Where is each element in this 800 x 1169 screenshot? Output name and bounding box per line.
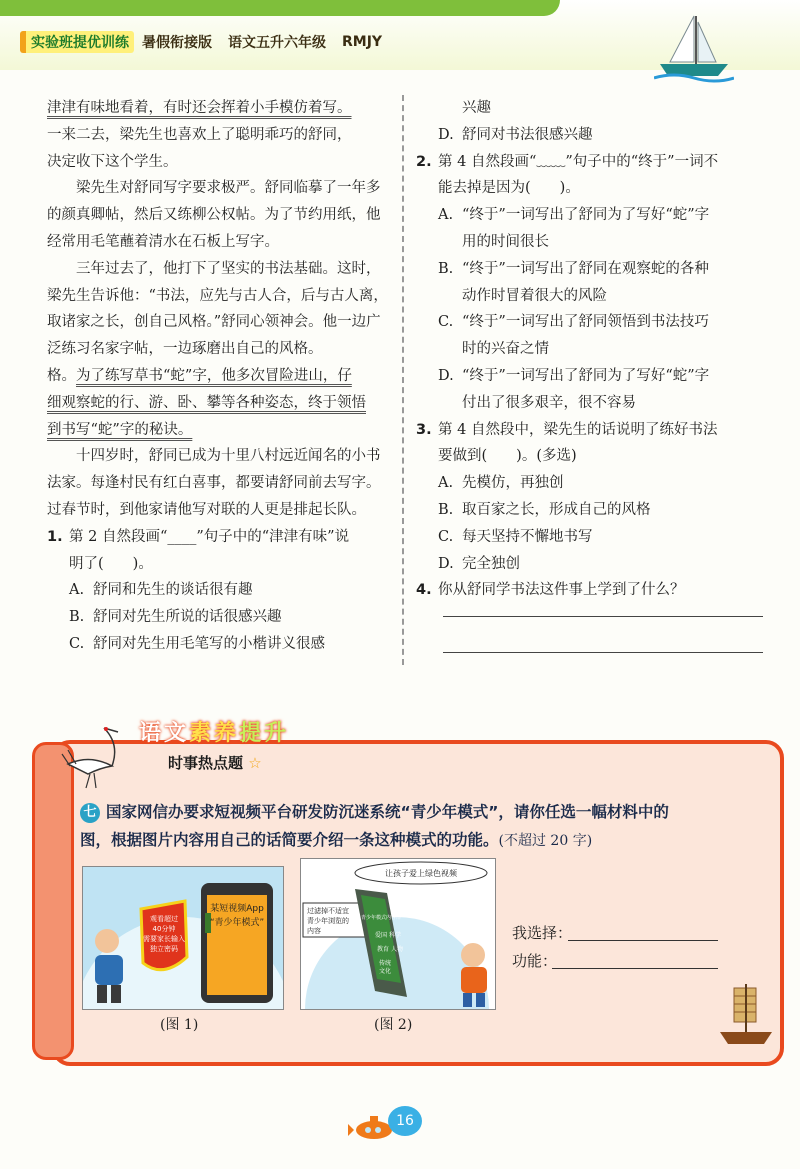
- question-stem: 要做到( )。(多选): [438, 448, 577, 465]
- option-label: D.: [438, 555, 454, 572]
- figure-2: [300, 858, 496, 1010]
- phone-title: 某短视频App: [210, 904, 264, 914]
- sailboat-icon: [654, 14, 734, 84]
- question-stem: 第 4 自然段中，梁先生的话说明了练好书法: [438, 421, 718, 438]
- option-text: “终于”一词写出了舒同在观察蛇的各种: [462, 260, 709, 277]
- crane-icon: [60, 724, 140, 790]
- option-label: A.: [69, 582, 85, 599]
- option-b[interactable]: [416, 256, 766, 283]
- option-d[interactable]: [416, 551, 766, 578]
- shield-text: 观看超过: [150, 915, 178, 923]
- option-label: D.: [438, 367, 454, 384]
- option-text: 舒同对先生所说的话很感兴趣: [93, 609, 282, 626]
- option-b[interactable]: [416, 497, 766, 524]
- screen-title: 青少年模式内容库: [360, 915, 402, 921]
- underlined-sentence: 到书写“蛇”字的秘诀。: [47, 421, 193, 438]
- option-b[interactable]: [47, 604, 392, 631]
- option-a[interactable]: [416, 202, 766, 229]
- star-icon: ☆: [248, 754, 262, 772]
- option-text: 舒同和先生的谈话很有趣: [93, 582, 253, 599]
- option-c[interactable]: [416, 309, 766, 336]
- option-label: A.: [438, 207, 454, 224]
- question-2: [416, 149, 766, 176]
- section-title: [138, 716, 288, 747]
- question-stem: 你从舒同学书法这件事上学到了什么？: [438, 582, 685, 599]
- passage-line: [47, 363, 392, 390]
- submarine-icon: [348, 1110, 394, 1142]
- subject: 语文五升六年级: [228, 35, 326, 51]
- option-d[interactable]: [416, 122, 766, 149]
- option-text: 兴趣: [462, 100, 491, 116]
- title-char: 升: [264, 721, 288, 746]
- option-label: A.: [438, 475, 454, 492]
- screen-item: 传统: [379, 960, 392, 967]
- underlined-sentence: 为了练写草书“蛇”字，他多次冒险进山，仔: [76, 367, 352, 384]
- option-text: 时的兴奋之情: [462, 341, 549, 358]
- passage-line: 津津有味地看着，有时还会挥着小手模仿着写。: [47, 100, 352, 116]
- task-line: 国家网信办要求短视频平台研发防沉迷系统“青少年模式”，请你任选一幅材料中的: [106, 803, 669, 821]
- filter-label: 过滤掉不适宜: [307, 907, 349, 915]
- option-text: 动作时冒着很大的风险: [462, 287, 607, 304]
- question-stem: 第 2 自然段画“____”句子中的“津津有味”说: [69, 528, 350, 545]
- questions-column: [416, 95, 766, 604]
- title-char: 文: [164, 721, 188, 746]
- screen-item: 教育: [377, 946, 390, 953]
- question-1: [47, 524, 392, 551]
- figure-1-illustration: [83, 867, 283, 1009]
- screen-item: 爱国: [375, 932, 388, 939]
- answer-select-line[interactable]: [568, 940, 718, 941]
- option-text: “终于”一词写出了舒同为了写好“蛇”字: [462, 207, 710, 224]
- option-label: B.: [69, 609, 85, 626]
- underlined-sentence: 细观察蛇的行、游、卧、攀等各种姿态，终于领悟: [47, 394, 366, 411]
- question-3: [416, 417, 766, 444]
- subtitle-text: 时事热点题: [168, 754, 244, 772]
- title-char: 养: [214, 721, 238, 746]
- answer-function-line[interactable]: [552, 968, 718, 969]
- screen-item: 科学: [389, 932, 402, 939]
- task-line: 图，根据图片内容用自己的话简要介绍一条这种模式的功能。: [80, 831, 499, 849]
- task-prompt: [80, 798, 760, 855]
- passage-paragraph: 十四岁时，舒同已成为十里八村远近闻名的小书法家。每逢村民有红白喜事，都要请舒同前去写字。过春节时，到他家请他写对联的人更是排起长队。: [47, 448, 381, 518]
- speech-bubble: 让孩子爱上绿色视频: [385, 869, 457, 878]
- answer-function-label: 功能：: [512, 952, 558, 970]
- option-c[interactable]: [416, 524, 766, 551]
- edition: 暑假衔接版: [142, 35, 212, 51]
- option-label: C.: [69, 635, 85, 652]
- version: RMJY: [342, 34, 383, 50]
- option-c[interactable]: [47, 631, 392, 658]
- option-label: B.: [438, 501, 454, 518]
- passage-paragraph: 梁先生对舒同写字要求极严。舒同临摹了一年多的颜真卿帖，然后又练柳公权帖。为了节约用纸，他经常用毛笔蘸着清水在石板上写字。: [47, 180, 381, 250]
- passage-paragraph: 三年过去了，他打下了坚实的书法基础。这时，梁先生告诉他：“书法，应先与古人合，后与古人离，取诸家之长，创自己风格。”舒同心领神会。他一边广泛练习名家字帖，一边琢磨出自己的风格。: [47, 260, 388, 358]
- option-a[interactable]: [47, 577, 392, 604]
- question-badge: 七: [80, 803, 100, 823]
- question-stem: 明了( )。: [69, 555, 153, 572]
- filter-label: 内容: [307, 927, 321, 935]
- question-4: [416, 577, 766, 604]
- question-number: 4.: [416, 582, 432, 599]
- shield-text: 需要家长输入: [143, 935, 185, 943]
- junk-boat-icon: [716, 982, 776, 1052]
- header-green-stripe: [0, 0, 560, 16]
- word-limit-note: (不超过 20 字): [498, 833, 593, 849]
- passage-line: 决定收下这个学生。: [47, 153, 178, 170]
- page-header: [0, 0, 800, 78]
- question-stem: 能去掉是因为( )。: [438, 180, 580, 197]
- option-label: C.: [438, 528, 454, 545]
- option-text: 舒同对书法很感兴趣: [462, 126, 593, 143]
- passage-text: 格。: [47, 367, 76, 384]
- screen-item: 文化: [379, 968, 392, 975]
- passage-column: [47, 95, 392, 658]
- figure-2-illustration: [301, 859, 495, 1009]
- answer-select-label: 我选择：: [512, 924, 573, 942]
- question-number: 3.: [416, 421, 432, 438]
- option-text: 舒同对先生用毛笔写的小楷讲义很感: [93, 635, 325, 652]
- series-tag: 实验班提优训练: [20, 31, 134, 53]
- filter-label: 青少年浏览的: [307, 917, 349, 925]
- option-text: 用的时间很长: [462, 233, 549, 250]
- shield-text: 独立密码: [150, 945, 178, 953]
- page-number: 16: [388, 1106, 422, 1136]
- option-label: C.: [438, 314, 454, 331]
- question-number: 2.: [416, 153, 432, 170]
- option-text: 取百家之长，形成自己的风格: [462, 501, 651, 518]
- figure-2-caption: (图 2): [374, 1017, 413, 1033]
- option-text: 每天坚持不懈地书写: [462, 528, 593, 545]
- option-text: “终于”一词写出了舒同领悟到书法技巧: [462, 314, 709, 331]
- header-text: [20, 30, 398, 54]
- option-text: “终于”一词写出了舒同为了写好“蛇”字: [462, 367, 710, 384]
- section-subtitle: [168, 752, 262, 773]
- title-char: 提: [239, 721, 263, 746]
- figure-1: [82, 866, 284, 1010]
- column-divider: [402, 95, 404, 665]
- option-a[interactable]: [416, 470, 766, 497]
- option-text: 先模仿，再独创: [462, 475, 564, 492]
- title-char: 语: [139, 721, 163, 746]
- answer-line[interactable]: [443, 616, 763, 617]
- title-char: 素: [189, 721, 213, 746]
- figure-1-caption: (图 1): [160, 1017, 199, 1033]
- option-d[interactable]: [416, 363, 766, 390]
- passage-line: 一来二去，梁先生也喜欢上了聪明乖巧的舒同，: [47, 126, 352, 143]
- answer-line[interactable]: [443, 652, 763, 653]
- phone-mode: “青少年模式”: [209, 918, 265, 928]
- option-text: 付出了很多艰辛，很不容易: [462, 394, 636, 411]
- option-text: 完全独创: [462, 555, 520, 572]
- shield-text: 40分钟: [152, 925, 176, 933]
- question-stem: 第 4 自然段画“﹏﹏”句子中的“终于”一词不: [438, 153, 719, 170]
- option-label: D.: [438, 126, 454, 143]
- option-label: B.: [438, 260, 454, 277]
- question-number: 1.: [47, 528, 63, 545]
- screen-item: 人物: [391, 946, 404, 953]
